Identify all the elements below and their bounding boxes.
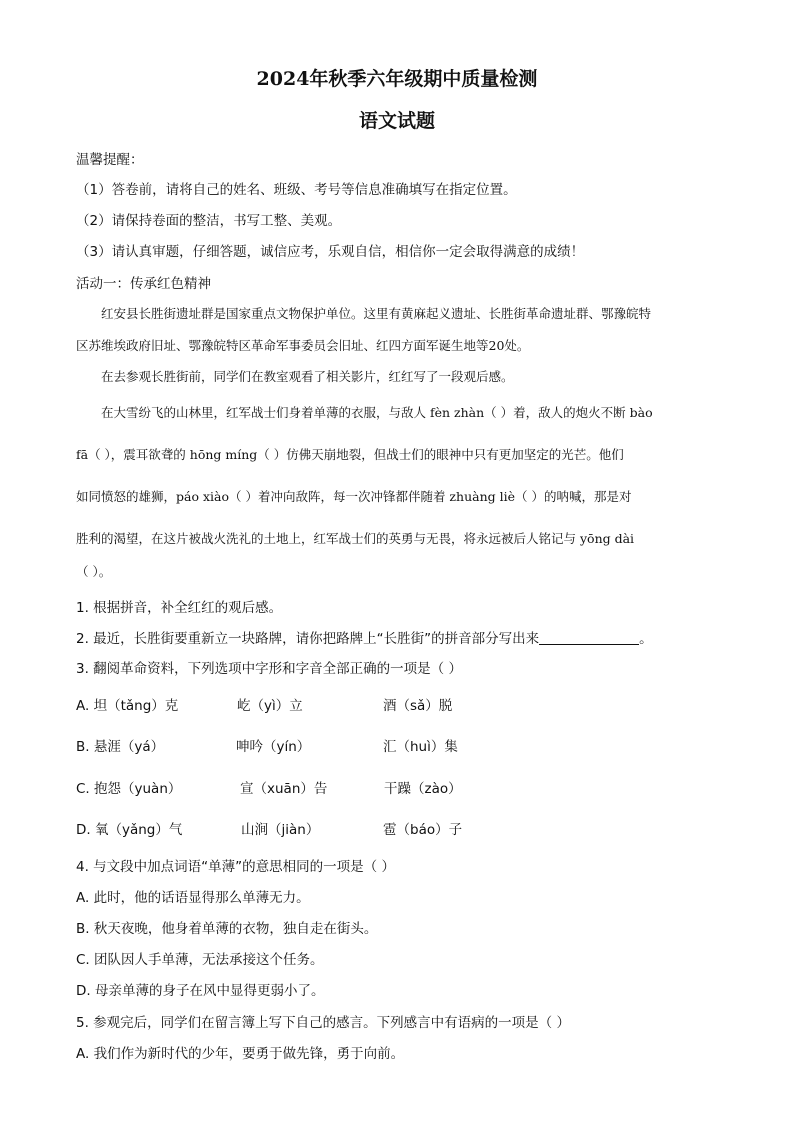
q3-option-b-1: B. 悬涯（yá） bbox=[76, 739, 165, 755]
tip-item: （2）请保持卷面的整洁，书写工整、美观。 bbox=[76, 213, 342, 229]
question-5: 5. 参观完后，同学们在留言簿上写下自己的感言。下列感言中有语病的一项是（ ） bbox=[76, 1015, 570, 1031]
passage-line: 胜利的渴望，在这片被战火洗礼的土地上，红军战士们的英勇与无畏，将永远被后人铭记与 yōng dài bbox=[76, 531, 635, 546]
q3-option-d-2: 山涧（jiàn） bbox=[241, 822, 320, 838]
q4-option: A. 此时，他的话语显得那么单薄无力。 bbox=[76, 890, 310, 906]
q5-option: A. 我们作为新时代的少年，要勇于做先锋，勇于向前。 bbox=[76, 1046, 405, 1062]
tip-item: （3）请认真审题，仔细答题，诚信应考，乐观自信，相信你一定会取得满意的成绩！ bbox=[76, 244, 585, 260]
q3-option-a-2: 屹（yì）立 bbox=[237, 698, 303, 714]
question-3: 3. 翻阅革命资料，下列选项中字形和字音全部正确的一项是（ ） bbox=[76, 661, 462, 677]
q3-option-c-2: 宣（xuān）告 bbox=[240, 781, 328, 797]
q3-option-b-2: 呻吟（yín） bbox=[236, 739, 311, 755]
question-4: 4. 与文段中加点词语“单薄”的意思相同的一项是（ ） bbox=[76, 859, 395, 875]
q3-option-c-1: C. 抱怨（yuàn） bbox=[76, 781, 182, 797]
activity-heading: 活动一：传承红色精神 bbox=[76, 276, 211, 292]
q3-option-d-1: D. 氧（yǎng）气 bbox=[76, 822, 183, 838]
tips-heading: 温馨提醒： bbox=[76, 152, 144, 168]
exam-title: 2024年秋季六年级期中质量检测 bbox=[256, 68, 538, 90]
q4-option: B. 秋天夜晚，他身着单薄的衣物，独自走在街头。 bbox=[76, 921, 378, 937]
question-2 bbox=[76, 627, 653, 647]
q4-option: C. 团队因人手单薄，无法承接这个任务。 bbox=[76, 952, 324, 968]
passage-line: 如同愤怒的雄狮，páo xiào（ ）着冲向敌阵，每一次冲锋都伴随着 zhuàng liè（ ）的呐喊，那是对 bbox=[76, 489, 632, 504]
q4-option: D. 母亲单薄的身子在风中显得更弱小了。 bbox=[76, 983, 325, 999]
question-1: 1. 根据拼音，补全红红的观后感。 bbox=[76, 600, 283, 616]
intro-paragraph: 在去参观长胜街前，同学们在教室观看了相关影片，红红写了一段观后感。 bbox=[101, 369, 514, 384]
intro-paragraph: 红安县长胜街遗址群是国家重点文物保护单位。这里有黄麻起义遗址、长胜街革命遗址群、鄂豫皖特 bbox=[101, 306, 652, 321]
answer-blank[interactable] bbox=[539, 632, 639, 645]
passage-line: （ ）。 bbox=[76, 564, 112, 579]
q3-option-a-3: 酒（sǎ）脱 bbox=[383, 698, 453, 714]
tip-item: （1）答卷前，请将自己的姓名、班级、考号等信息准确填写在指定位置。 bbox=[76, 182, 517, 198]
q3-option-a-1: A. 坦（tǎng）克 bbox=[76, 698, 179, 714]
q3-option-d-3: 雹（báo）子 bbox=[383, 822, 463, 838]
passage-line: fā（ ），震耳欲聋的 hōng míng（ ）仿佛天崩地裂，但战士们的眼神中只有更加坚定的光芒。他们 bbox=[76, 447, 624, 462]
passage-line: 在大雪纷飞的山林里，红军战士们身着单薄的衣服，与敌人 fèn zhàn（ ）着，敌人的炮火不断 bào bbox=[101, 405, 653, 420]
q3-option-c-3: 干躁（zào） bbox=[384, 781, 462, 797]
intro-paragraph: 区苏维埃政府旧址、鄂豫皖特区革命军事委员会旧址、红四方面军诞生地等20处。 bbox=[76, 338, 530, 353]
q3-option-b-3: 汇（huì）集 bbox=[383, 739, 458, 755]
exam-subtitle: 语文试题 bbox=[358, 110, 435, 132]
question-2-text: 2. 最近，长胜街要重新立一块路牌，请你把路牌上“长胜街”的拼音部分写出来 bbox=[76, 631, 540, 647]
question-2-end: 。 bbox=[639, 631, 653, 647]
